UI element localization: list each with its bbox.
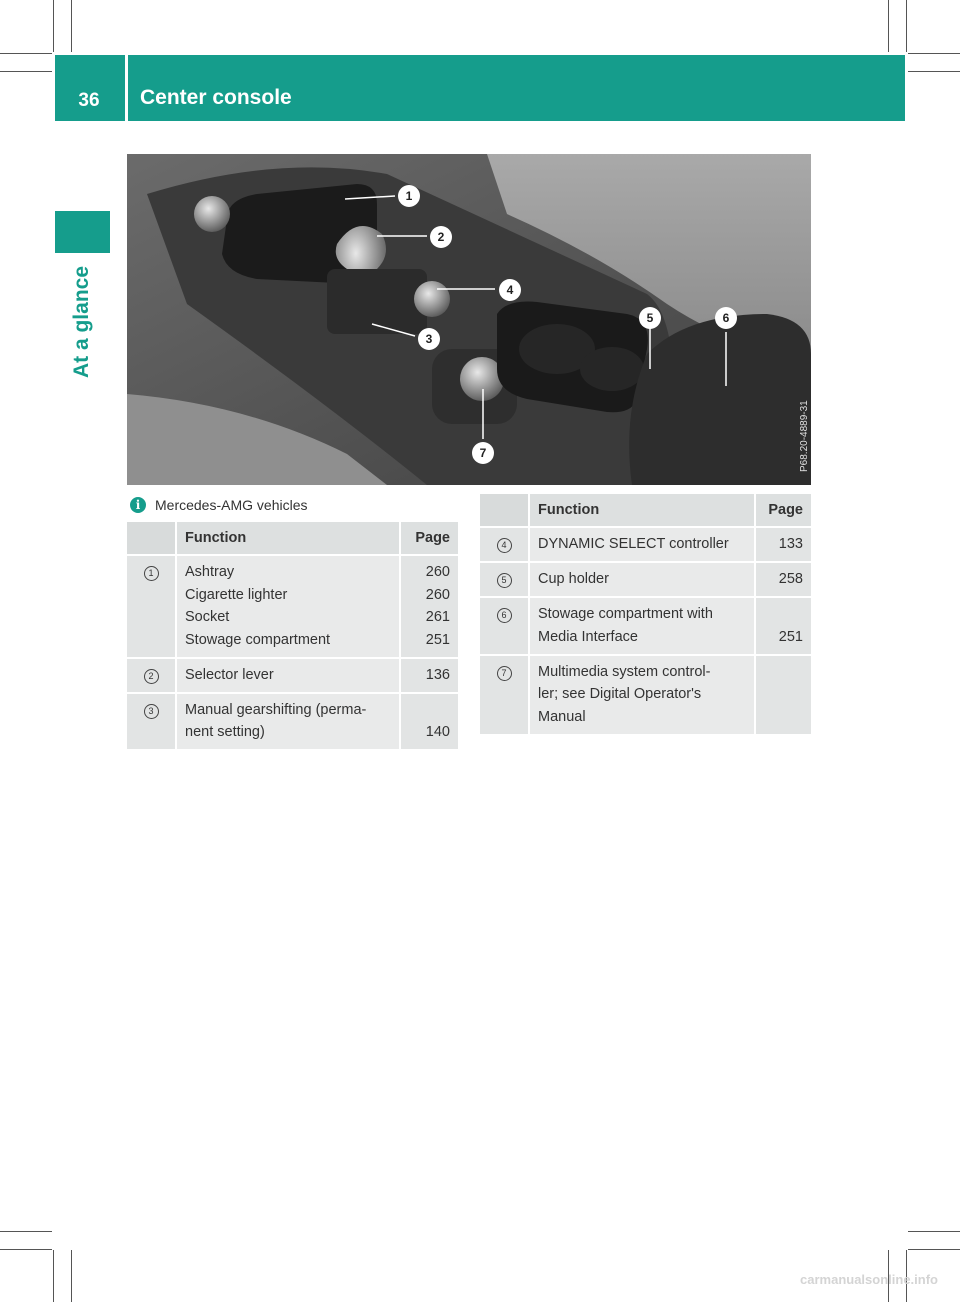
callout-marker: 7 xyxy=(497,666,512,681)
info-text: Mercedes-AMG vehicles xyxy=(155,497,308,513)
table-header-page: Page xyxy=(754,494,811,528)
callout-1 xyxy=(398,185,420,207)
crop-mark xyxy=(0,1231,52,1232)
function-text: Manual xyxy=(538,708,586,725)
function-text: Selector lever xyxy=(175,659,399,694)
function-text: Stowage compartment xyxy=(185,631,331,648)
crop-mark xyxy=(908,1231,960,1232)
page-title: Center console xyxy=(140,86,292,109)
info-note xyxy=(130,497,308,513)
crop-mark xyxy=(0,1249,52,1250)
side-tab xyxy=(55,211,110,253)
function-text: Cup holder xyxy=(528,563,754,598)
function-text: Ashtray xyxy=(185,564,235,580)
crop-mark xyxy=(908,71,960,72)
table-header-empty xyxy=(480,494,528,528)
callout-marker: 6 xyxy=(497,608,512,623)
table-row xyxy=(480,598,811,656)
crop-mark xyxy=(888,0,889,52)
table-header-function: Function xyxy=(528,494,754,528)
function-table-left xyxy=(127,522,458,751)
watermark: carmanualsonline.info xyxy=(800,1272,938,1287)
function-text: DYNAMIC SELECT controller xyxy=(528,528,754,563)
function-text: nent setting) xyxy=(185,724,265,740)
crop-mark xyxy=(0,53,52,54)
table-row xyxy=(127,556,458,659)
callout-marker: 1 xyxy=(144,566,159,581)
table-row xyxy=(480,528,811,563)
svg-text:3: 3 xyxy=(425,332,433,346)
function-table-right xyxy=(480,494,811,736)
function-text: Multimedia system control- xyxy=(538,663,711,680)
page-ref: 261 xyxy=(425,609,450,625)
callout-marker: 3 xyxy=(144,704,159,719)
callout-5 xyxy=(639,307,661,329)
callout-marker: 4 xyxy=(497,538,512,553)
callout-marker: 5 xyxy=(497,573,512,588)
callout-7 xyxy=(472,442,494,464)
header-divider xyxy=(125,55,128,121)
callout-3 xyxy=(418,328,440,350)
svg-text:6: 6 xyxy=(722,311,730,325)
crop-mark xyxy=(908,1249,960,1250)
crop-mark xyxy=(0,71,52,72)
svg-text:2: 2 xyxy=(437,230,445,244)
table-header-empty xyxy=(127,522,175,556)
center-console-photo xyxy=(127,154,811,485)
page-ref: 133 xyxy=(754,528,811,563)
function-text: ler; see Digital Operator's xyxy=(538,686,702,702)
page-ref: 258 xyxy=(754,563,811,598)
svg-text:1: 1 xyxy=(405,189,413,203)
page-ref: 251 xyxy=(754,598,811,656)
function-text: Manual gearshifting (perma- xyxy=(185,701,367,718)
page-ref: 136 xyxy=(399,659,458,694)
function-text: Media Interface xyxy=(538,628,638,645)
function-text: Stowage compartment with xyxy=(538,606,713,622)
page-ref: 260 xyxy=(425,564,450,580)
photo-code: P68.20-4889-31 xyxy=(799,400,810,472)
page-ref: 260 xyxy=(425,586,450,603)
crop-mark xyxy=(908,53,960,54)
table-header-page: Page xyxy=(399,522,458,556)
table-row xyxy=(127,694,458,752)
callout-marker: 2 xyxy=(144,669,159,684)
crop-mark xyxy=(71,0,72,52)
page-number: 36 xyxy=(78,90,100,111)
callout-2 xyxy=(430,226,452,248)
callout-4 xyxy=(499,279,521,301)
table-row xyxy=(127,659,458,694)
svg-text:5: 5 xyxy=(646,311,654,325)
info-icon: i xyxy=(130,497,146,513)
svg-text:4: 4 xyxy=(506,283,514,297)
crop-mark xyxy=(71,1250,72,1302)
section-label: At a glance xyxy=(70,265,93,379)
page-ref xyxy=(754,656,811,736)
table-row xyxy=(480,563,811,598)
table-row xyxy=(480,656,811,736)
crop-mark xyxy=(53,1250,54,1302)
table-header-function: Function xyxy=(175,522,399,556)
page-ref: 251 xyxy=(425,631,450,648)
function-text: Socket xyxy=(185,609,230,625)
svg-text:7: 7 xyxy=(479,446,487,460)
function-text: Cigarette lighter xyxy=(185,586,288,603)
page-ref: 140 xyxy=(399,694,458,752)
crop-mark xyxy=(53,0,54,52)
callout-6 xyxy=(715,307,737,329)
crop-mark xyxy=(906,0,907,52)
